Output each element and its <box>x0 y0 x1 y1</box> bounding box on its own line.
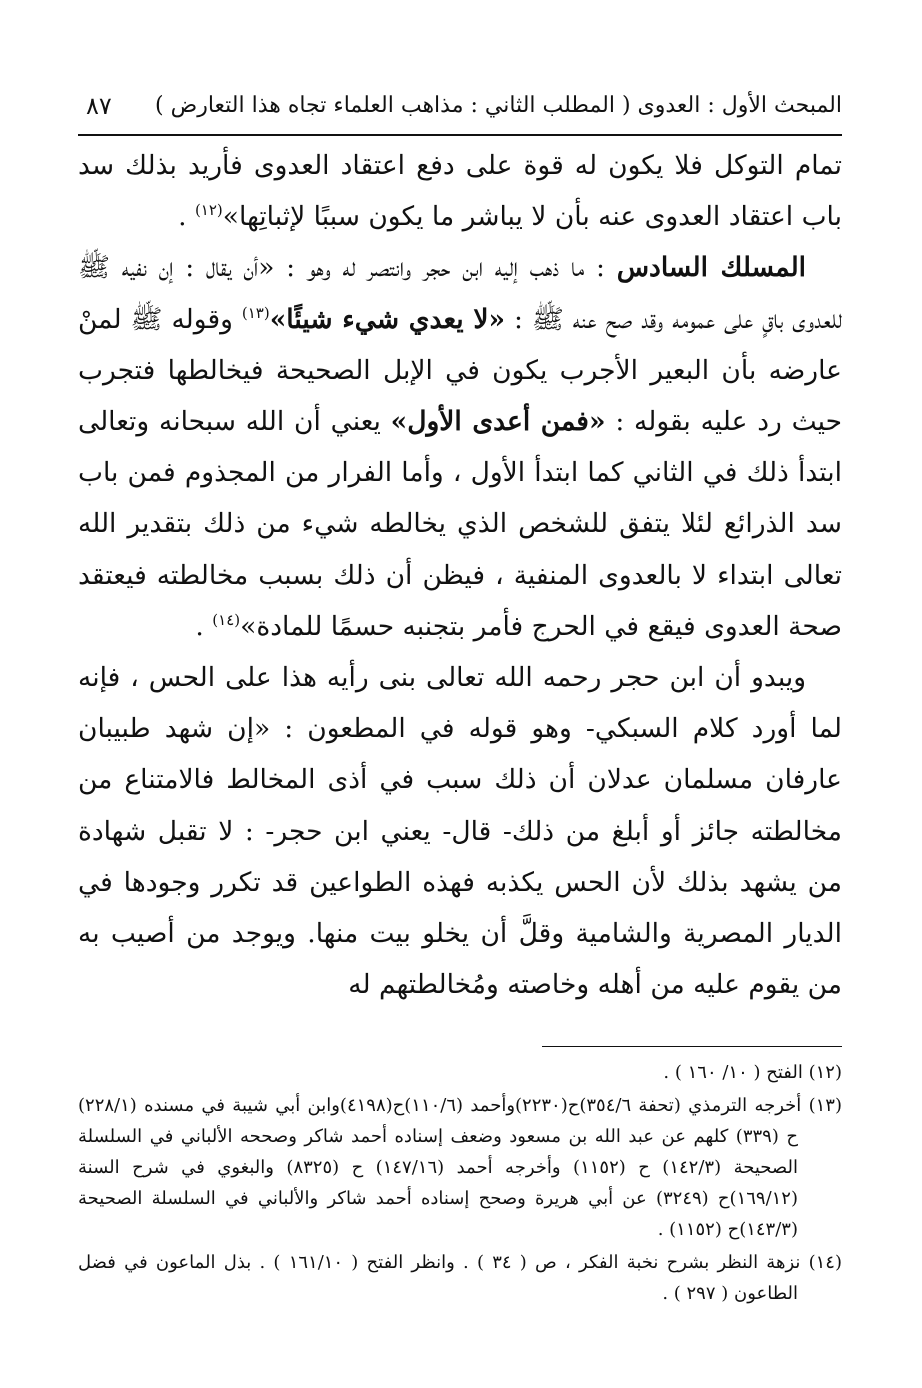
paragraph-2-part-a: : ما ذهب إليه ابن حجر وانتصر له وهو : «أن يقال : إن نفيه ﷺ للعدوى باقٍ على عمومه وقد صح عنه ﷺ : <box>78 252 842 335</box>
footnote-ref-14: (١٤) <box>212 611 241 629</box>
running-header <box>78 84 842 128</box>
hadith-quote-2: «فمن أعدى الأول» <box>390 406 606 438</box>
paragraph-3-text: ويبدو أن ابن حجر رحمه الله تعالى بنى رأيه هذا على الحس ، فإنه لما أورد كلام السبكي- وهو قوله في المطعون : «إن شهد طبيبان عارفان مسلمان عدلان أن ذلك سبب في أذى المخالط فالامتناع من مخالطته جائز أو أبلغ من ذلك- قال- يعني ابن حجر- : لا تقبل شهادة من يشهد بذلك لأن الحس يكذبه فهذه الطواعين قد تكرر وجودها في الديار المصرية والشامية وقلَّ أن يخلو بيت منها. ويوجد من أصيب به من يقوم عليه من أهله وخاصته ومُخالطتهم له <box>78 662 842 1001</box>
header-title: المبحث الأول : العدوى ( المطلب الثاني : مذاهب العلماء تجاه هذا التعارض ) <box>155 93 842 118</box>
page-number: ٨٧ <box>86 92 112 120</box>
header-divider <box>78 134 842 136</box>
paragraph-2-part-c: يعني أن الله سبحانه وتعالى ابتدأ ذلك في الثاني كما ابتدأ الأول ، وأما الفرار من المجذوم فمن باب سد الذرائع لئلا يتفق للشخص الذي يخالطه شيء من ذلك بتقدير الله تعالى ابتداء لا بالعدوى المنفية ، فيظن أن ذلك بسبب مخالطته فيعتقد صحة العدوى فيقع في الحرج فأمر بتجنبه حسمًا للمادة» <box>78 406 842 642</box>
footnote-12: (١٢) الفتح ( ١٠/ ١٦٠ ) . <box>663 1062 842 1084</box>
paragraph-1-text: تمام التوكل فلا يكون له قوة على دفع اعتقاد العدوى فأريد بذلك سد باب اعتقاد العدوى عنه بأن لا يباشر ما يكون سببًا لإثباتِها» <box>78 150 842 233</box>
section-label: المسلك السادس <box>616 252 807 284</box>
paragraph-1-end: . <box>178 201 195 233</box>
hadith-quote-1: «لا يعدي شيء شيئًا» <box>269 303 506 335</box>
footnote-13: (١٣) أخرجه الترمذي (تحفة ٣٥٤/٦)ح(٢٢٣٠)وأحمد (١١٠/٦)ح(٤١٩٨)وابن أبي شيبة في مسنده (٢٢٨/١) ح (٣٣٩) كلهم عن عبد الله بن مسعود وضعف إسناده أحمد شاكر وصححه الألباني في السلسلة الصحيحة (١٤٢/٣) ح (١١٥٢) وأخرجه أحمد (١٤٧/١٦) ح (٨٣٢٥) والبغوي في شرح السنة (١٦٩/١٢)ح (٣٢٤٩) عن أبي هريرة وصحح إسناده أحمد شاكر والألباني في السلسلة الصحيحة (١٤٣/٣)ح (١١٥٢) . <box>78 1095 842 1241</box>
document-page <box>78 84 842 1314</box>
footnote-ref-12: (١٢) <box>194 201 223 220</box>
paragraph-1 <box>78 140 842 242</box>
main-text <box>78 140 842 1010</box>
footnote-divider <box>542 1046 842 1047</box>
paragraph-2-part-b: وقوله ﷺ لمنْ عارضه بأن البعير الأجرب يكون في الإبل الصحيحة فيخالطها فتجرب حيث رد عليه بقوله : <box>78 303 842 438</box>
paragraph-2-end: . <box>195 610 213 642</box>
footnote-ref-13: (١٣) <box>241 303 270 322</box>
footnote-14: (١٤) نزهة النظر بشرح نخبة الفكر ، ص ( ٣٤ ) . وانظر الفتح ( ١٦١/١٠ ) . بذل الماعون في فضل الطاعون ( ٢٩٧ ) . <box>78 1252 843 1305</box>
footnotes <box>78 1057 842 1309</box>
paragraph-2 <box>78 242 842 652</box>
paragraph-3 <box>78 652 842 1010</box>
